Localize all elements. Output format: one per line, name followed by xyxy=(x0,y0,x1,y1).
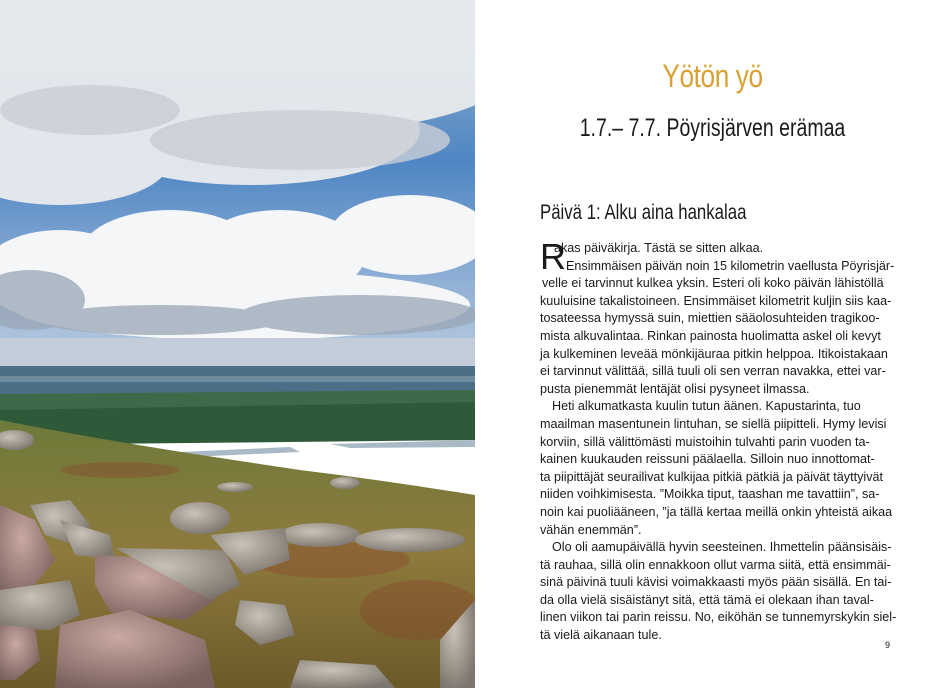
body-line: tä vielä aikanaan tule. xyxy=(540,628,662,643)
body-line: Heti alkumatkasta kuulin tutun äänen. Kapustarinta, tuo xyxy=(552,399,861,414)
body-line: ei tarvinnut välittää, sillä tuuli oli sen verran navakka, ettei var- xyxy=(540,364,886,379)
page-number: 9 xyxy=(884,640,890,650)
body-line: mista alkuvalintaa. Rinkan painosta huolimatta askel oli kevyt xyxy=(540,328,881,343)
body-line: kuuluisine takalistoineen. Ensimmäiset kilometrit kuljin siis kaa- xyxy=(540,293,892,308)
drop-cap: R xyxy=(540,236,566,277)
body-line: Ensimmäisen päivän noin 15 kilometrin vaellusta Pöyrisjär- xyxy=(566,258,895,273)
diary-body xyxy=(540,236,897,645)
body-line-text: akas päiväkirja. Tästä se sitten alkaa. xyxy=(554,241,764,255)
body-line: noin kai puoliääneen, ”ja tällä kertaa meillä onkin yhteistä aikaa xyxy=(540,504,893,519)
body-line: korviin, sillä välittömästi muistoihin tulvahti parin vuoden ta- xyxy=(540,434,870,449)
chapter-title: Yötön yö xyxy=(662,58,763,94)
body-line: ja kulkeminen leveää mönkijäuraa pitkin helppoa. Itikoistakaan xyxy=(540,346,888,361)
chapter-subtitle: 1.7.– 7.7. Pöyrisjärven erämaa xyxy=(579,114,846,142)
body-line: sinä päivinä tuuli kävisi voimakkaasti myös pään sisällä. En tai- xyxy=(540,575,892,590)
body-line: vähän enemmän”. xyxy=(540,522,642,537)
day-heading: Päivä 1: Alku aina hankalaa xyxy=(540,201,747,224)
body-line: tä rauhaa, sillä olin ennakkoon ollut varma siitä, että ensimmäi- xyxy=(540,557,891,572)
body-line: linen viikon tai parin reissu. No, eiköhän se tunnemyrskykin siel- xyxy=(540,610,897,625)
body-line: maailman masentunein lintuhan, se siellä piipitteli. Hymy levisi xyxy=(540,416,887,431)
body-line: ta piipittäjät seurailivat kulkijaa pitkiä pätkiä ja päivät täyttyivät xyxy=(540,469,884,484)
body-line: tosateessa hymyssä suin, miettien sääolosuhteiden tragikoo- xyxy=(540,311,880,326)
body-line: kainen kuukauden reissuni päälaella. Silloin nuo innottomat- xyxy=(540,452,875,467)
body-line: niiden voihkimisesta. ”Moikka tiput, taashan me tavattiin”, sa- xyxy=(540,487,880,502)
body-line: pusta pienemmät lentäjät olisi pysyneet ilmassa. xyxy=(540,381,810,396)
body-line: da olla vielä sisäistänyt sitä, että tämä ei olekaan ihan taval- xyxy=(540,592,874,607)
text-page xyxy=(475,0,950,688)
body-line: velle ei tarvinnut kulkea yksin. Esteri oli koko päivän lähistöllä xyxy=(542,276,884,291)
body-line: Olo oli aamupäivällä hyvin seesteinen. Ihmettelin päänsisäis- xyxy=(552,540,892,555)
